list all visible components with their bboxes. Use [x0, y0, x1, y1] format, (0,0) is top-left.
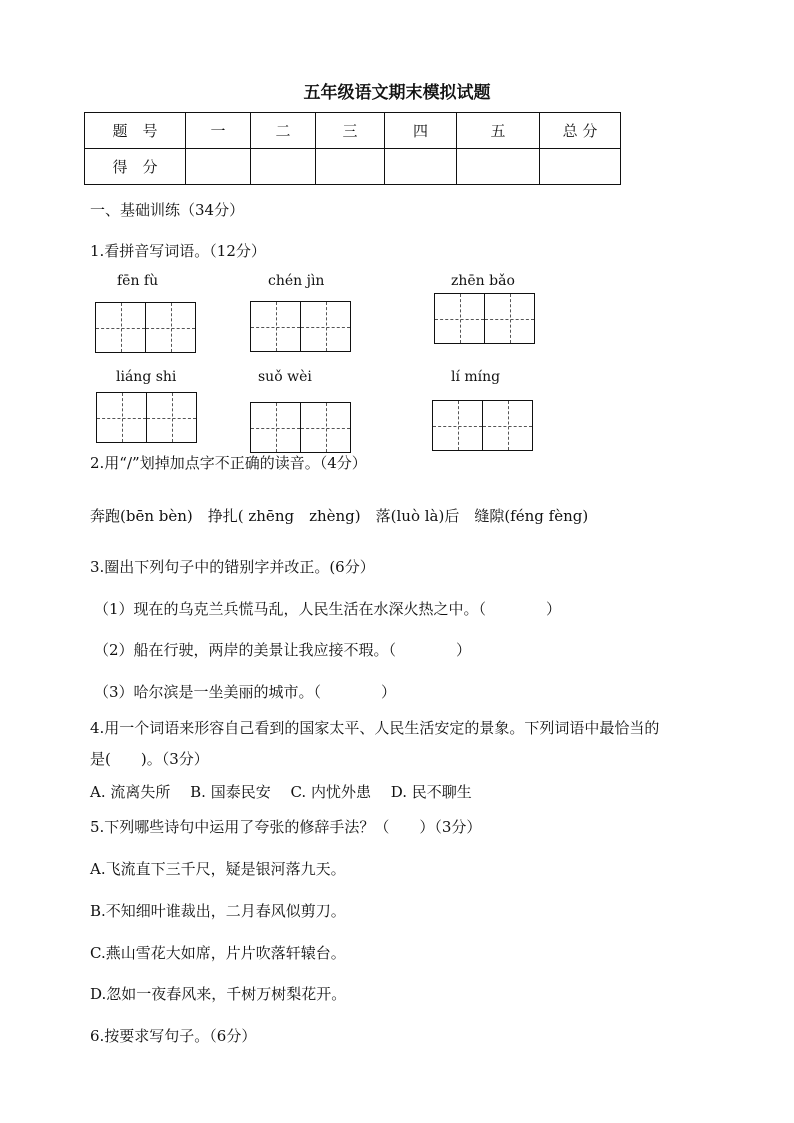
writing-grid[interactable] — [434, 293, 535, 344]
question-3-item: （2）船在行驶，两岸的美景让我应接不瑕。（ ） — [94, 641, 472, 659]
writing-grid[interactable] — [95, 302, 196, 353]
question-5: 5.下列哪些诗句中运用了夸张的修辞手法？（ ）（3分） — [90, 818, 482, 836]
writing-cell[interactable] — [485, 294, 534, 343]
pinyin-label: chén jìn — [268, 273, 325, 289]
writing-grid[interactable] — [250, 402, 351, 453]
score-table-score-row — [85, 149, 621, 185]
page-title: 五年级语文期末模拟试题 — [303, 83, 491, 103]
pinyin-label: fēn fù — [117, 273, 159, 289]
writing-cell[interactable] — [301, 302, 350, 351]
question-4-options: A. 流离失所 B. 国泰民安 C. 内忧外患 D. 民不聊生 — [90, 783, 472, 801]
score-blank-cell[interactable] — [540, 149, 621, 185]
score-header-cell: 三 — [316, 113, 385, 149]
score-header-cell: 五 — [457, 113, 540, 149]
score-header-cell: 四 — [385, 113, 457, 149]
writing-grid[interactable] — [250, 301, 351, 352]
question-3: 3.圈出下列句子中的错别字并改正。(6分） — [90, 558, 375, 576]
writing-cell[interactable] — [483, 401, 532, 450]
writing-cell[interactable] — [301, 403, 350, 452]
writing-cell[interactable] — [435, 294, 485, 343]
score-table — [84, 112, 621, 185]
writing-cell[interactable] — [251, 403, 301, 452]
writing-cell[interactable] — [147, 393, 196, 442]
score-blank-cell[interactable] — [457, 149, 540, 185]
pinyin-label: zhēn bǎo — [451, 273, 515, 289]
score-table-header-row — [85, 113, 621, 149]
score-blank-cell[interactable] — [385, 149, 457, 185]
pinyin-label: suǒ wèi — [258, 369, 312, 385]
question-6: 6.按要求写句子。（6分） — [90, 1027, 257, 1045]
score-header-cell: 题 号 — [85, 113, 186, 149]
question-3-item: （1）现在的乌克兰兵慌马乱，人民生活在水深火热之中。（ ） — [94, 600, 562, 618]
writing-cell[interactable] — [146, 303, 195, 352]
question-5-option: C.燕山雪花大如席，片片吹落轩辕台。 — [90, 944, 346, 962]
score-header-cell: 二 — [251, 113, 316, 149]
question-3-item: （3）哈尔滨是一坐美丽的城市。（ ） — [94, 683, 397, 701]
score-header-cell: 总 分 — [540, 113, 621, 149]
question-5-option: A.飞流直下三千尺，疑是银河落九天。 — [90, 860, 346, 878]
pinyin-label: liáng shi — [116, 369, 177, 385]
question-4-cont: 是( )。（3分） — [90, 750, 209, 768]
score-blank-cell[interactable] — [186, 149, 251, 185]
score-blank-cell[interactable] — [316, 149, 385, 185]
question-1: 1.看拼音写词语。（12分） — [90, 242, 266, 260]
score-blank-cell[interactable] — [251, 149, 316, 185]
score-row-label: 得 分 — [85, 149, 186, 185]
writing-cell[interactable] — [97, 393, 147, 442]
writing-cell[interactable] — [433, 401, 483, 450]
question-2-items: 奔跑(bēn bèn) 挣扎( zhēng zhèng) 落(luò là)后 缝隙(féng fèng) — [90, 507, 589, 525]
pinyin-label: lí míng — [451, 369, 501, 385]
question-5-option: B.不知细叶谁裁出，二月春风似剪刀。 — [90, 902, 346, 920]
score-header-cell: 一 — [186, 113, 251, 149]
writing-cell[interactable] — [251, 302, 301, 351]
question-5-option: D.忽如一夜春风来，千树万树梨花开。 — [90, 985, 347, 1003]
writing-cell[interactable] — [96, 303, 146, 352]
question-4: 4.用一个词语来形容自己看到的国家太平、人民生活安定的景象。下列词语中最恰当的 — [90, 719, 660, 737]
writing-grid[interactable] — [96, 392, 197, 443]
section-heading: 一、基础训练（34分） — [90, 201, 245, 219]
question-2: 2.用“/”划掉加点字不正确的读音。（4分） — [90, 454, 367, 472]
writing-grid[interactable] — [432, 400, 533, 451]
